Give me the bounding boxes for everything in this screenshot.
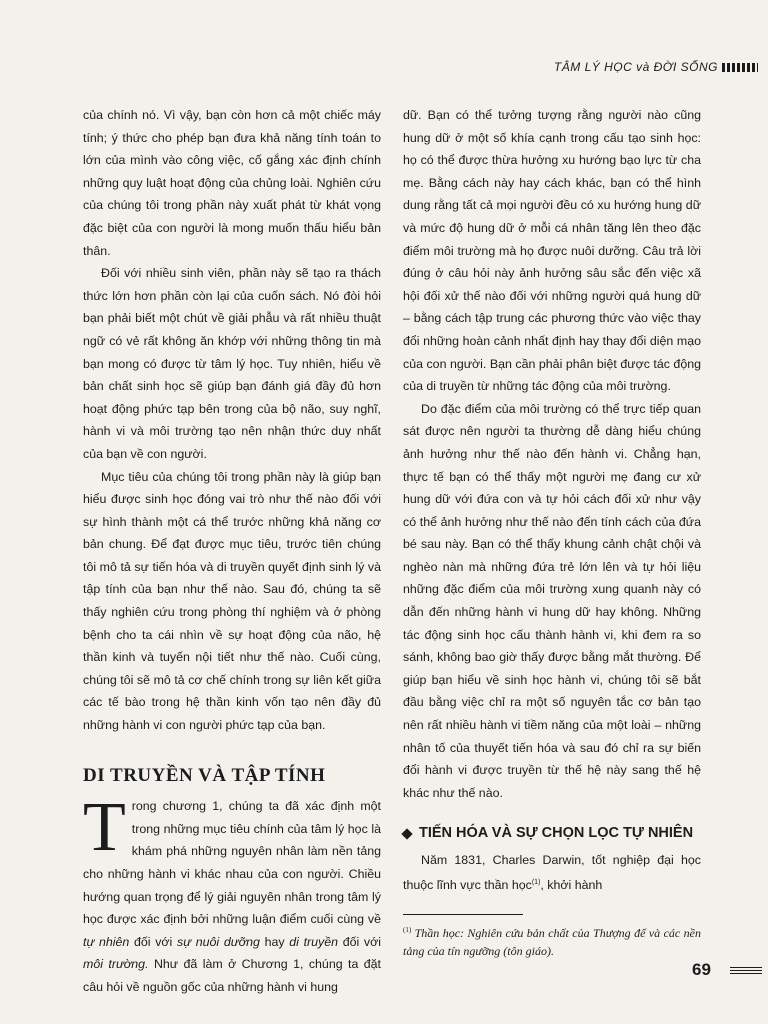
page-number: 69: [692, 960, 711, 979]
italic-term: tự nhiên: [83, 934, 130, 949]
paragraph: Do đặc điểm của môi trường có thể trực tiếp quan sát được nên người ta thường dễ dàng hiểu chúng ảnh hưởng như thế nào đến hành vi. Chẳng hạn, thực tế bạn có thể thấy một người mẹ đang cư xử hung dữ với đứa con và tự hỏi cách đối xử như vậy có thể ảnh hưởng như thế nào đến tính cách của đứa bé sau này. Bạn có thể thấy khung cảnh chật chội và nghèo nàn mà những đứa trẻ lớn lên và tự hỏi liệu những đặc điểm của môi trường xung quanh này có dẫn đến những hành vi hung dữ hay không. Những tác động sinh học cấu thành hành vi, khi đem ra so sánh, không bao giờ thấy được bằng mắt thường. Để giúp bạn hiểu về sinh học hành vi, chúng tôi sẽ bắt đầu bằng việc chỉ ra một số nguyên tắc cơ bản tạo nên rất nhiều hành vi tiềm năng của một loài – những nhân tố của thuyết tiến hóa và sau đó chỉ ra sự biến đổi hành vi được truyền từ thế hệ này sang thế hệ khác như thế nào.: [403, 401, 701, 800]
section-heading: DI TRUYỀN VÀ TẬP TÍNH: [83, 764, 326, 786]
subsection-heading: [403, 822, 701, 845]
text-run: hay: [259, 934, 290, 949]
footnote-marker: (1): [403, 926, 412, 935]
paragraph: của chính nó. Vì vậy, bạn còn hơn cả một chiếc máy tính; ý thức cho phép bạn đưa khả năng tính toán to lớn của mình vào công việc, cố gắng xác định chính những quy luật hoạt động của chủng loài. Nghiên cứu của chúng tôi trong phần này xuất phát từ khát vọng đặc biệt của con người là mong muốn thấu hiểu bản thân.: [83, 108, 381, 258]
subsection-heading-text: TIẾN HÓA VÀ SỰ CHỌN LỌC TỰ NHIÊN: [419, 825, 694, 842]
text-run: Như đã làm ở Chương 1, chúng ta đặt câu hỏi về nguồn gốc của những hành vi hung: [83, 957, 382, 994]
right-column: [403, 104, 701, 960]
text-run: đối với: [129, 934, 177, 949]
paragraph: Mục tiêu của chúng tôi trong phần này là giúp bạn hiểu được sinh học đóng vai trò như thế nào đối với sự hình thành một cá thể trước những khả năng cơ bản chung. Để đạt được mục tiêu, trước tiên chúng tôi mô tả sự tiến hóa và di truyền quyết định sinh lý và tập tính của bạn như thế nào. Sau đó, chúng ta sẽ thấy nghiên cứu trong phòng thí nghiệm và ở phòng bệnh cho ta cái nhìn về sự hoạt động của não, hệ thần kinh và tuyến nội tiết như thế nào. Cuối cùng, chúng tôi sẽ mô tả cơ chế chính trong sự liên kết giữa các tế bào trong hệ thần kinh vốn tạo nên đầy đủ những hành vi con người phức tạp của bạn.: [83, 469, 381, 733]
header-title: TÂM LÝ HỌC và ĐỜI SỐNG: [553, 60, 718, 74]
italic-term: di truyền: [289, 934, 339, 949]
header-ornament: [722, 63, 758, 72]
footnote-divider: [403, 914, 523, 915]
text-run: đối với: [338, 934, 382, 949]
left-column: [83, 104, 381, 999]
paragraph-dropcap: [83, 789, 382, 998]
footnote: [403, 921, 701, 960]
footnote-ref: (1): [531, 878, 541, 886]
paragraph: dữ. Bạn có thể tưởng tượng rằng người nào cũng hung dữ ở một số khía cạnh trong cấu tạo sinh học: họ có thể được thừa hưởng xu hướng bạo lực từ cha mẹ. Bằng cách này hay cách khác, bạn có thể hình dung rằng tất cả mọi người đều có xu hướng hung dữ và mức độ hung dữ ở mỗi cá nhân tăng lên theo đặc điểm môi trường mà họ được nuôi dưỡng. Câu trả lời đúng ở câu hỏi này ảnh hưởng sâu sắc đến việc xã hội đối xử thế nào đối với những người quá hung dữ – bằng cách tập trung các phương thức vào việc thay đổi những hoàn cảnh nhất định hay thay đổi diện mạo của con người. Bạn cần phải phân biệt được tác động của di truyền từ những tác động của môi trường.: [403, 108, 701, 394]
diamond-bullet-icon: [401, 828, 412, 839]
page-number-ornament: [730, 966, 762, 974]
text-run: Năm 1831, Charles Darwin, tốt nghiệp đại học thuộc lĩnh vực thần học: [403, 853, 701, 892]
footnote-text: Thần học: Nghiên cứu bản chất của Thượng đế và các nền tảng của tín ngưỡng (tôn giáo).: [403, 926, 701, 959]
paragraph: Đối với nhiều sinh viên, phần này sẽ tạo ra thách thức lớn hơn phần còn lại của cuốn sách. Nó đòi hỏi bạn phải biết một chút về giải phẫu và rất nhiều thuật ngữ có vẻ rất không ăn khớp với những thông tin mà bạn mong có được từ tâm lý học. Tuy nhiên, hiểu về bản chất sinh học sẽ giúp bạn đánh giá đầy đủ hơn hoạt động phức tạp bên trong của bộ não, suy nghĩ, hành vi và môi trường tạo nên nhận thức duy nhất của bạn về con người.: [83, 266, 381, 461]
italic-term: môi trường.: [83, 957, 149, 972]
text-run: , khởi hành: [540, 877, 603, 892]
drop-cap: T: [83, 789, 126, 867]
text-run: rong chương 1, chúng ta đã xác định một trong những mục tiêu chính của tâm lý học là khám phá những nguyên nhân làm nền tảng cho những hành vi khác nhau của con người. Chiều hướng quan trọng để lý giải nguyên nhân trong tâm lý học được xác định bởi những luận điểm cuối cùng về: [83, 799, 381, 927]
paragraph: [403, 849, 701, 896]
running-header: [554, 60, 758, 74]
italic-term: sự nuôi dưỡng: [177, 934, 260, 949]
